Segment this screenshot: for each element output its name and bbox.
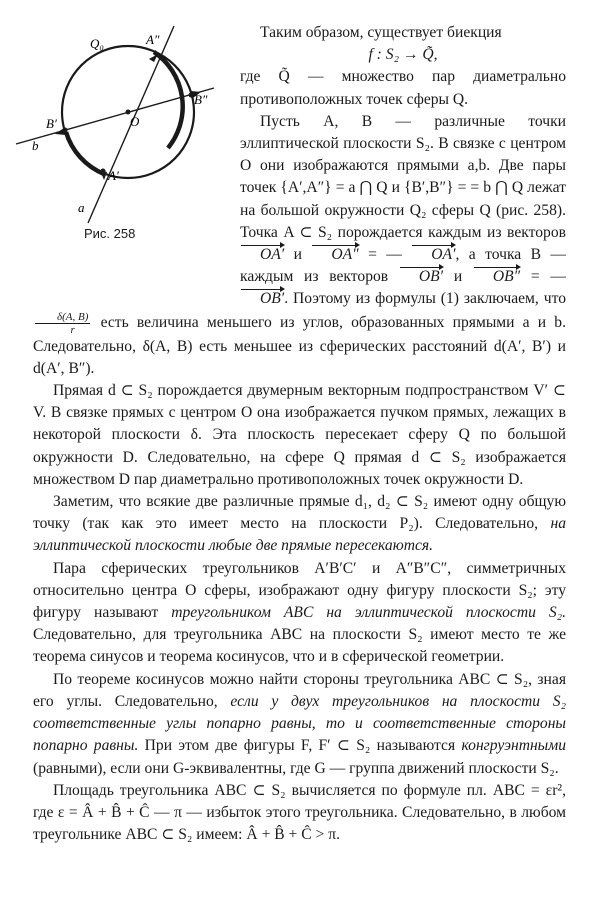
label-a2: A″ — [146, 32, 160, 47]
formula-bijection: f : S₂ → Q̃, — [368, 46, 438, 64]
paragraph-1b: где Q̃ — множество пар диаметрально противоположных точек сферы Q. — [240, 68, 566, 108]
label-q0: Q₀ — [90, 36, 104, 51]
label-b1: B′ — [46, 116, 57, 131]
label-a: a — [78, 200, 85, 215]
vector-oa1: OA′ — [240, 244, 284, 266]
label-b: b — [32, 138, 39, 153]
label-b2: B″ — [194, 92, 208, 107]
paragraph-4: Заметим, что всякие две различные прямые d₁, d₂ ⊂ S₂ имеют одну общую точку (так как это имеет место на плоскости P₂). Следовательно, на эллиптической плоскости любые две прямые пересекаются. — [33, 493, 566, 555]
vector-ob1-neg: OB′ — [240, 288, 284, 310]
paragraph-2: Пусть A, B — различные точки эллиптической плоскости S₂. В связке с центром O они изображаются прямыми a,b. Две пары точек {A′,A″} = a ⋂ Q и {B′,B″} = = b ⋂ Q лежат на большой окружности Q₂ сферы Q (рис. 258). Точка A ⊂ S₂ порождается каждым из векторов OA′ и OA″ = — OA′, а точка B — каждым из векторов OB′ и OB″ = — OB′. Поэтому из формулы (1) заключаем, что $\frac{\delta(A, B)}{r}$ есть величина меньшего из углов, образованных прямыми a и b. Следовательно, δ(A, B) есть меньшее из сферических расстояний d(A′, B′) и d(A′, B″). — [33, 112, 567, 377]
paragraph-6: По теореме косинусов можно найти стороны треугольника ABC ⊂ S₂, зная его углы. Следовательно, если у двух треугольников на плоскости S₂ соответственные углы попарно равны, то и соответственные стороны попарно равны. При этом две фигуры F, F′ ⊂ S₂ называются конгруэнтными (равными), если они G-эквивалентны, где G — группа движений плоскости S₂. — [33, 670, 566, 777]
paragraph-5: Пара сферических треугольников A′B′C′ и A″B″C″, симметричных относительно центра O сферы, изображают одну фигуру плоскости S₂; эту фигуру называют треугольником ABC на эллиптической плоскости S₂. Следовательно, для треугольника ABC на плоскости S₂ имеют место те же теорема синусов и теорема косинусов, что и в сферической геометрии. — [33, 559, 566, 666]
paragraph-7: Площадь треугольника ABC ⊂ S₂ вычисляется по формуле пл. ABC = εr², где ε = Â + B̂ + Ĉ — π — избыток этого треугольника. Следовательно, в любом треугольнике ABC ⊂ S₂ имеем: Â + B̂ + Ĉ > π. — [33, 781, 566, 844]
paragraph-3: Прямая d ⊂ S₂ порождается двумерным векторным подпространством V′ ⊂ V. В связке прямых с центром O она изображается пучком прямых, лежащих в некоторой плоскости δ. Эта плоскость пересекает сферу Q по большой окружности D. Следовательно, на сфере Q прямая d ⊂ S₂ изображается множеством D пар диаметрально противоположных точек окружности D. — [33, 382, 566, 488]
vector-ob2: OB″ — [473, 266, 520, 288]
label-o: O — [130, 114, 140, 129]
vector-oa2: OA″ — [311, 244, 358, 266]
vector-ob1: OB′ — [399, 266, 443, 288]
paragraph-1a: Таким образом, существует биекция — [260, 24, 502, 41]
text-body — [33, 22, 566, 846]
label-a1: A′ — [108, 168, 119, 183]
figure-caption: Рис. 258 — [84, 226, 136, 241]
fraction-delta: $\frac{\delta(A, B)}{r}$ — [35, 311, 90, 336]
vector-oa1-neg: OA′ — [411, 244, 455, 266]
